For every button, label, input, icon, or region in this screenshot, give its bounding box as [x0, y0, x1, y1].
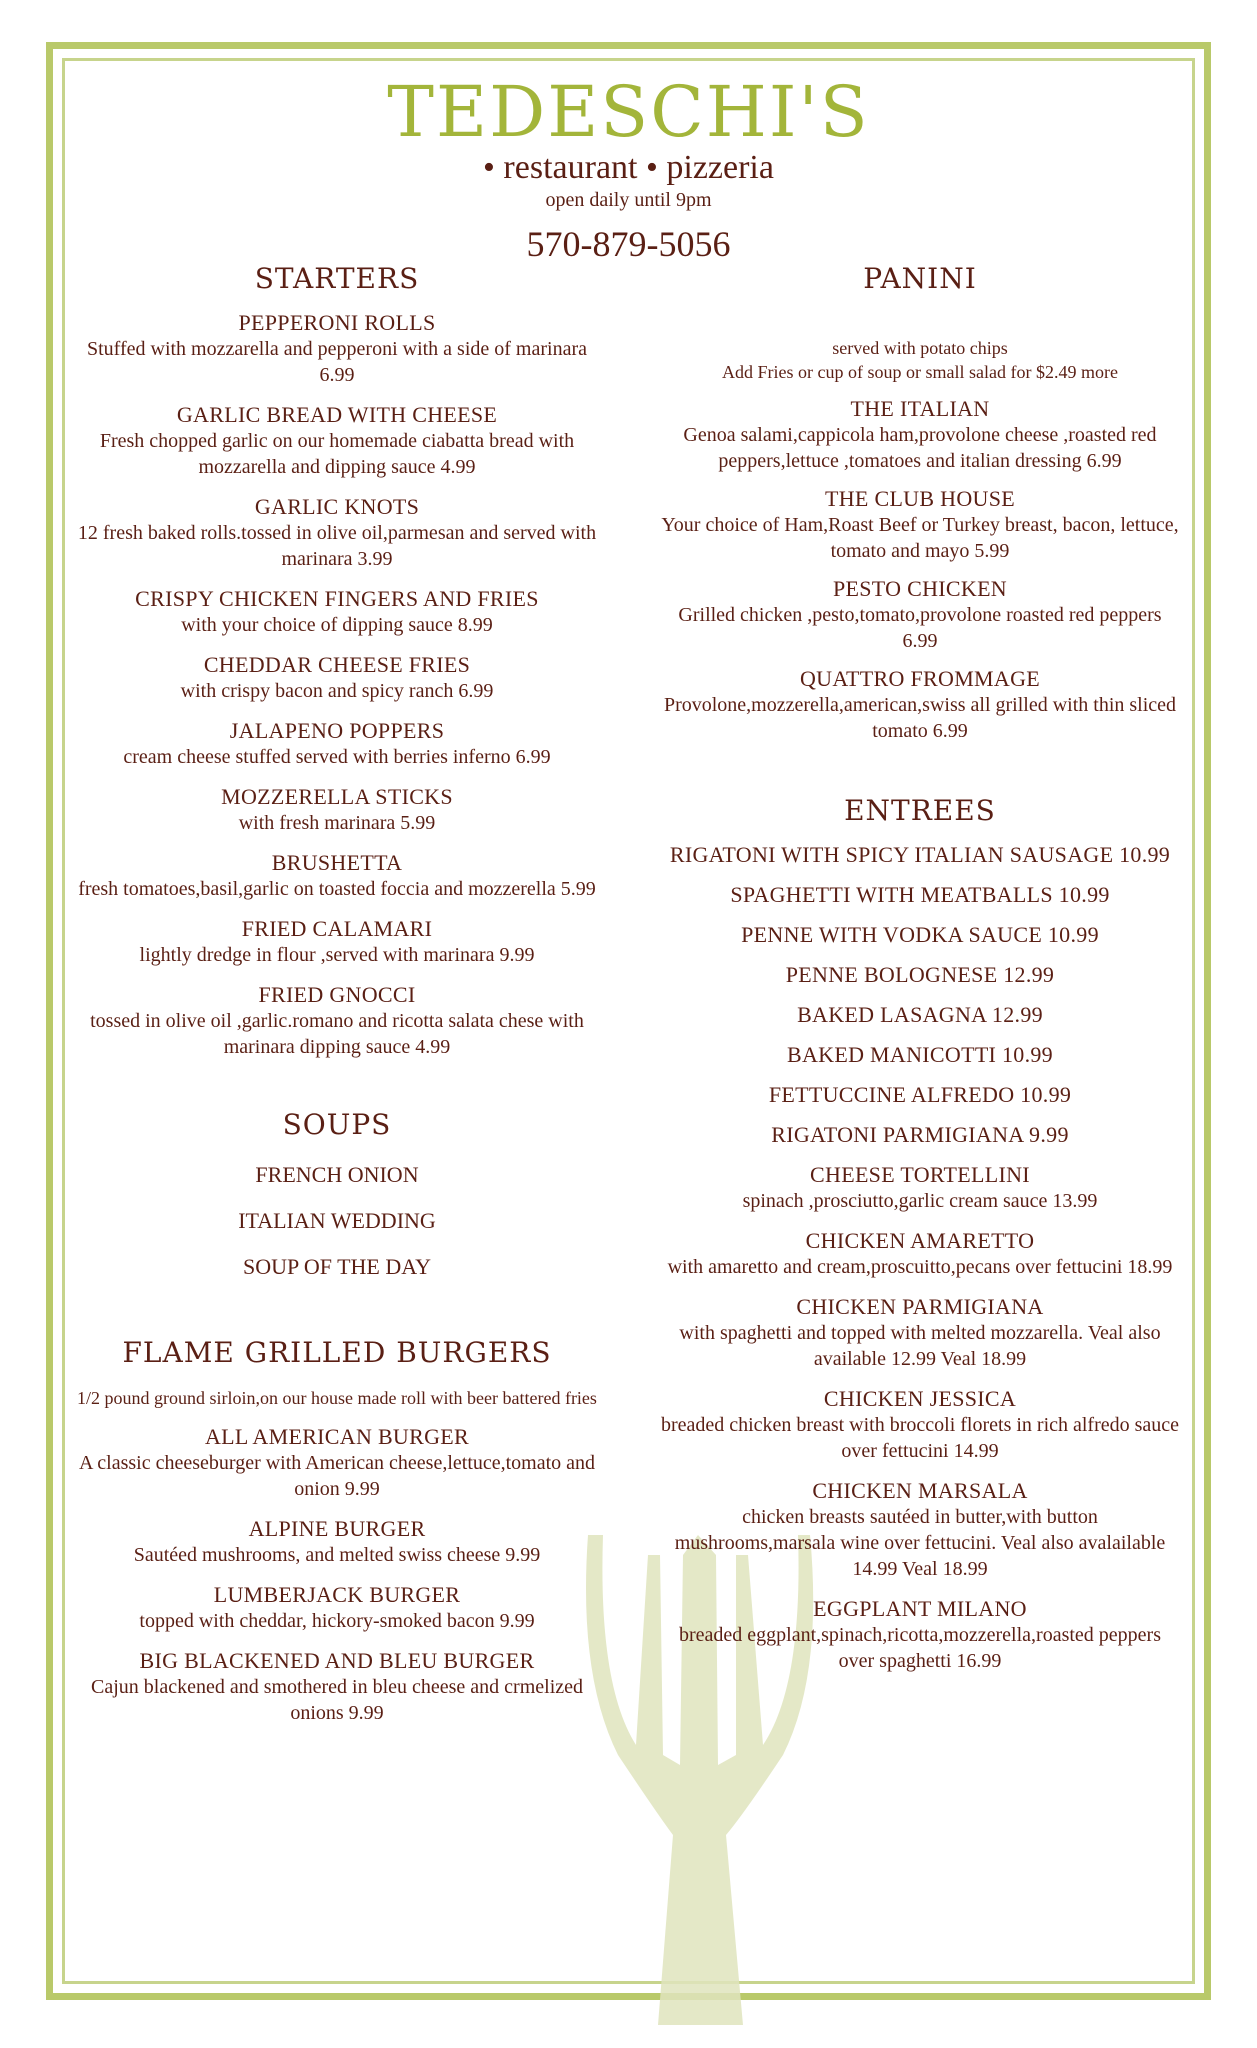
menu-item-description: with your choice of dipping sauce 8.99 [181, 614, 493, 636]
menu-item-name: ALL AMERICAN BURGER [204, 1424, 469, 1449]
menu-item-description: spinach ,prosciutto,garlic cream sauce 13.99 [742, 1190, 1098, 1212]
menu-item-description: breaded eggplant,spinach,ricotta,mozzerella,roasted peppers over spaghetti 16.99 [678, 1624, 1161, 1672]
menu-item-name: RIGATONI WITH SPICY ITALIAN SAUSAGE 10.99 [669, 842, 1171, 867]
panini-note-chips: served with potato chips [832, 338, 1008, 358]
menu-item [72, 850, 602, 902]
restaurant-subtitle: • restaurant • pizzeria [483, 149, 774, 186]
menu-item [660, 922, 1180, 948]
menu-item [660, 576, 1180, 654]
restaurant-name: TEDESCHI'S [387, 71, 870, 153]
menu-item-name: BAKED MANICOTTI 10.99 [786, 1042, 1053, 1067]
menu-item [660, 882, 1180, 908]
menu-item-description: topped with cheddar, hickory-smoked bacon 9.99 [139, 1610, 535, 1632]
menu-item [660, 1386, 1180, 1464]
section-title-entrees: ENTREES [844, 794, 996, 827]
menu-item-description: fresh tomatoes,basil,garlic on toasted foccia and mozzerella 5.99 [78, 878, 596, 900]
menu-item-name: QUATTRO FROMMAGE [799, 666, 1041, 691]
menu-item-name: PEPPERONI ROLLS [238, 310, 436, 335]
menu-item-name: EGGPLANT MILANO [813, 1596, 1027, 1621]
menu-item [660, 1294, 1180, 1372]
menu-item-description: tossed in olive oil ,garlic.romano and ricotta salata chese with marinara dipping sauce 4.99 [90, 1010, 584, 1058]
menu-item-name: GARLIC KNOTS [254, 494, 420, 519]
menu-item [660, 842, 1180, 868]
menu-item-name: CHICKEN JESSICA [823, 1386, 1017, 1411]
menu-item [72, 494, 602, 572]
menu-item-description: with fresh marinara 5.99 [238, 812, 436, 834]
menu-item-description: Your choice of Ham,Roast Beef or Turkey breast, bacon, lettuce, tomato and mayo 5.99 [661, 514, 1179, 562]
menu-item [72, 1648, 602, 1726]
menu-item-name: CHEESE TORTELLINI [810, 1162, 1030, 1187]
menu-item-name: LUMBERJACK BURGER [213, 1582, 461, 1607]
menu-item-name: JALAPENO POPPERS [229, 718, 445, 743]
menu-item [660, 1122, 1180, 1148]
menu-item-description: Cajun blackened and smothered in bleu cheese and crmelized onions 9.99 [90, 1676, 584, 1724]
menu-item-name: RIGATONI PARMIGIANA 9.99 [771, 1122, 1069, 1147]
soup-item: ITALIAN WEDDING [238, 1208, 436, 1233]
menu-item [72, 784, 602, 836]
menu-item-name: CHICKEN AMARETTO [805, 1228, 1035, 1253]
menu-item-name: CHICKEN PARMIGIANA [796, 1294, 1044, 1319]
menu-item-name: BRUSHETTA [271, 850, 403, 875]
menu-item-description: breaded chicken breast with broccoli florets in rich alfredo sauce over fettucini 14.99 [660, 1414, 1180, 1462]
menu-item [660, 1162, 1180, 1214]
menu-item-name: CHICKEN MARSALA [812, 1478, 1028, 1503]
menu-item [72, 310, 602, 388]
menu-header [0, 72, 1257, 266]
soups-list [72, 1162, 602, 1280]
starters-list [72, 310, 602, 1060]
menu-item [660, 962, 1180, 988]
section-title-burgers: FLAME GRILLED BURGERS [122, 1336, 552, 1369]
burgers-note: 1/2 pound ground sirloin,on our house made roll with beer battered fries [77, 1388, 597, 1408]
phone-number: 570-879-5056 [526, 224, 731, 264]
menu-item-description: 12 fresh baked rolls.tossed in olive oil,parmesan and served with marinara 3.99 [77, 522, 597, 570]
menu-item [660, 396, 1180, 474]
menu-item-description: with crispy bacon and spicy ranch 6.99 [180, 680, 494, 702]
menu-item-name: THE ITALIAN [850, 396, 990, 421]
menu-item [72, 982, 602, 1060]
menu-item [660, 1002, 1180, 1028]
menu-item [660, 1082, 1180, 1108]
menu-item [72, 586, 602, 638]
menu-item-description: with amaretto and cream,proscuitto,pecans over fettucini 18.99 [667, 1256, 1173, 1278]
menu-item-description: Grilled chicken ,pesto,tomato,provolone roasted red peppers 6.99 [678, 604, 1162, 652]
menu-item-description: cream cheese stuffed served with berries inferno 6.99 [123, 746, 551, 768]
menu-item-name: BAKED LASAGNA 12.99 [797, 1002, 1043, 1027]
menu-item-name: FETTUCCINE ALFREDO 10.99 [768, 1082, 1072, 1107]
menu-item-description: chicken breasts sautéed in butter,with button mushrooms,marsala wine over fettucini. Veal also avalailable 14.99 Veal 18.99 [674, 1506, 1166, 1580]
menu-item [72, 916, 602, 968]
menu-item-name: PENNE WITH VODKA SAUCE 10.99 [741, 922, 1099, 947]
menu-item-name: MOZZERELLA STICKS [221, 784, 453, 809]
menu-item-name: FRIED GNOCCI [258, 982, 416, 1007]
menu-item [660, 1042, 1180, 1068]
section-title-soups: SOUPS [282, 1108, 392, 1141]
soup-item: FRENCH ONION [255, 1162, 419, 1187]
opening-hours: open daily until 9pm [545, 189, 712, 211]
menu-item-description: Fresh chopped garlic on our homemade ciabatta bread with mozzarella and dipping sauce 4.99 [99, 430, 575, 478]
menu-item-name: GARLIC BREAD WITH CHEESE [176, 402, 498, 427]
menu-item [72, 1424, 602, 1502]
menu-item [660, 666, 1180, 744]
panini-note-extras: Add Fries or cup of soup or small salad for $2.49 more [722, 362, 1118, 382]
menu-item [72, 1582, 602, 1634]
soup-item: SOUP OF THE DAY [242, 1254, 432, 1279]
menu-item-name: THE CLUB HOUSE [825, 486, 1015, 511]
menu-item [72, 1516, 602, 1568]
menu-item-description: A classic cheeseburger with American cheese,lettuce,tomato and onion 9.99 [78, 1452, 596, 1500]
burgers-list [72, 1424, 602, 1726]
menu-item-name: PESTO CHICKEN [832, 576, 1007, 601]
panini-list [660, 396, 1180, 744]
menu-item-name: BIG BLACKENED AND BLEU BURGER [139, 1648, 535, 1673]
menu-item-name: FRIED CALAMARI [241, 916, 433, 941]
menu-item-description: Stuffed with mozzarella and pepperoni with a side of marinara 6.99 [86, 338, 587, 386]
menu-item-name: ALPINE BURGER [248, 1516, 426, 1541]
menu-item-name: SPAGHETTI WITH MEATBALLS 10.99 [730, 882, 1110, 907]
menu-item-description: with spaghetti and topped with melted mozzarella. Veal also available 12.99 Veal 18.99 [679, 1322, 1161, 1370]
menu-item [72, 652, 602, 704]
entrees-list [660, 842, 1180, 1674]
menu-item-name: CRISPY CHICKEN FINGERS AND FRIES [135, 586, 539, 611]
menu-item-description: lightly dredge in flour ,served with marinara 9.99 [139, 944, 535, 966]
menu-item [660, 1596, 1180, 1674]
menu-item [660, 486, 1180, 564]
menu-item [660, 1228, 1180, 1280]
section-title-panini: PANINI [863, 262, 977, 295]
menu-item-description: Provolone,mozzerella,american,swiss all grilled with thin sliced tomato 6.99 [663, 694, 1177, 742]
menu-item-description: Sautéed mushrooms, and melted swiss cheese 9.99 [133, 1544, 541, 1566]
right-column [660, 262, 1180, 1674]
menu-item [72, 402, 602, 480]
section-title-starters: STARTERS [254, 262, 420, 295]
left-column [72, 262, 602, 1726]
menu-item-name: PENNE BOLOGNESE 12.99 [785, 962, 1055, 987]
menu-item [660, 1478, 1180, 1582]
menu-item [72, 718, 602, 770]
menu-item-description: Genoa salami,cappicola ham,provolone cheese ,roasted red peppers,lettuce ,tomatoes and italian dressing 6.99 [683, 424, 1157, 472]
menu-item-name: CHEDDAR CHEESE FRIES [203, 652, 471, 677]
